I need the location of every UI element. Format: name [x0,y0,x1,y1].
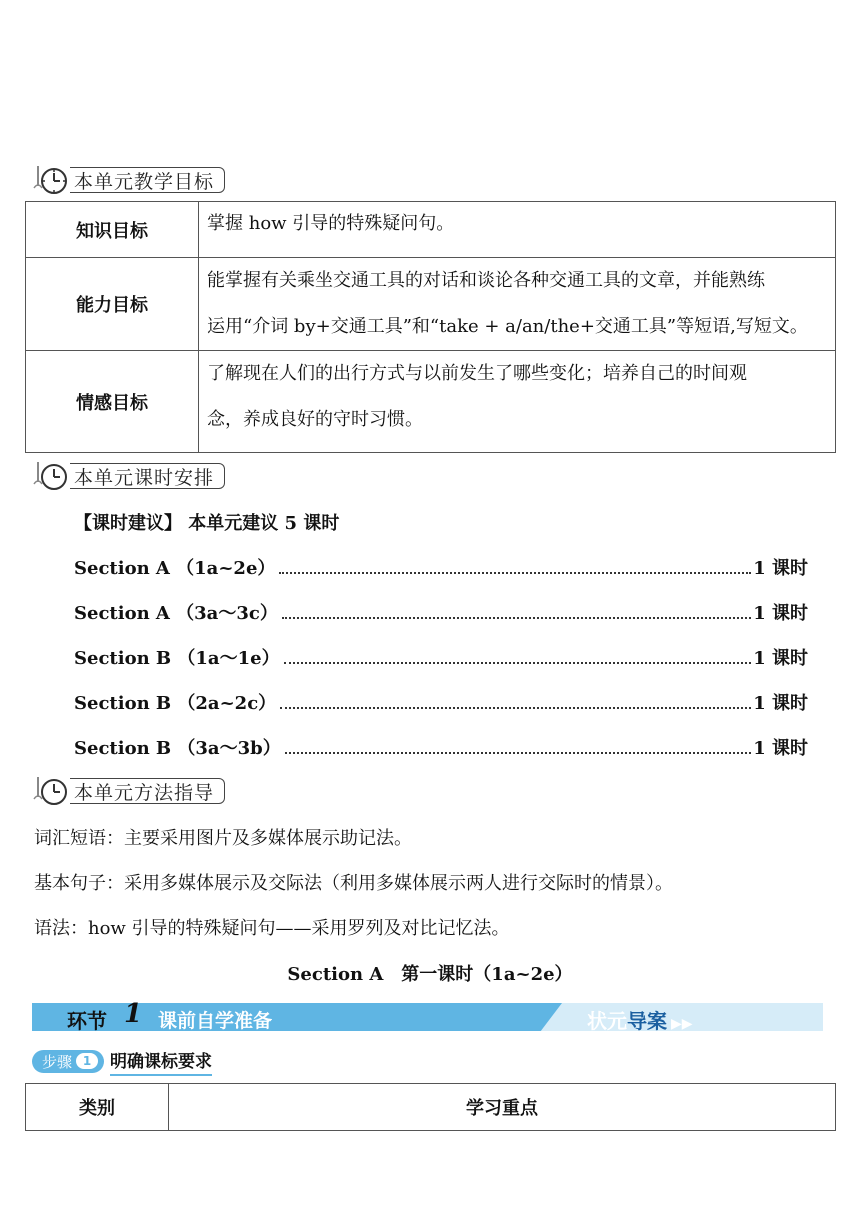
step-text: 明确课标要求 [110,1047,212,1076]
goal-line: 念，养成良好的守时习惯。 [207,409,423,430]
leader-dots [284,661,752,664]
schedule-row [74,599,808,625]
schedule-hours: 1 课时 [753,558,808,579]
schedule-section: Section A （3a～3c） [74,603,278,624]
goal-label: 知识目标 [26,202,199,258]
stage-banner [32,999,823,1033]
section-header-method [32,777,225,805]
brand-main: 导案 [627,1009,667,1033]
section-title: 本单元课时安排 [70,463,225,489]
table-row [26,202,836,258]
leader-dots [279,571,751,574]
table-header-category: 类别 [26,1084,169,1131]
schedule-hours: 1 课时 [753,648,808,669]
goal-line: 能掌握有关乘坐交通工具的对话和谈论各种交通工具的文章，并能熟练 [207,270,765,291]
banner-brand [587,1005,693,1034]
section-title: 本单元方法指导 [70,778,225,804]
schedule-section: Section A （1a~2e） [74,558,276,579]
method-line: 语法：how 引导的特殊疑问句——采用罗列及对比记忆法。 [34,918,510,939]
goal-text [199,258,836,351]
schedule-section: Section B （1a～1e） [74,648,280,669]
schedule-section: Section B （2a~2c） [74,693,277,714]
method-line: 词汇短语：主要采用图片及多媒体展示助记法。 [34,828,412,849]
step-pill [32,1050,104,1073]
section-header-schedule [32,462,225,490]
table-row [26,1084,836,1131]
goal-line: 运用“介词 by+交通工具”和“take + a/an/the+交通工具”等短语,写短文。 [207,316,808,337]
goal-text [199,351,836,453]
banner-bar [32,1003,562,1031]
banner-number: 1 [124,999,143,1029]
table-header-focus: 学习重点 [169,1084,836,1131]
schedule-row [74,734,808,760]
goal-label: 情感目标 [26,351,199,453]
banner-label: 环节 [67,1009,107,1033]
category-table [25,1083,836,1131]
method-line: 基本句子：采用多媒体展示及交际法（利用多媒体展示两人进行交际时的情景）。 [34,873,673,894]
step-number: 1 [76,1053,98,1069]
schedule-row [74,644,808,670]
leader-dots [282,616,751,619]
section-header-goals [32,166,225,194]
schedule-hours: 1 课时 [753,693,808,714]
step-heading [32,1049,212,1073]
clock-icon [32,775,72,807]
lesson-title: Section A 第一课时（1a~2e） [287,964,573,985]
clock-icon [32,164,72,196]
goal-line: 掌握 how 引导的特殊疑问句。 [207,213,455,234]
clock-icon [32,460,72,492]
goal-label: 能力目标 [26,258,199,351]
lesson-suggestion: 【课时建议】 本单元建议 5 课时 [74,513,340,534]
brand-prefix: 状元 [587,1009,627,1033]
section-title: 本单元教学目标 [70,167,225,193]
goal-line: 了解现在人们的出行方式与以前发生了哪些变化；培养自己的时间观 [207,363,747,384]
goals-table [25,201,836,453]
table-row [26,351,836,453]
banner-stage: 课前自学准备 [158,1010,273,1032]
table-row [26,258,836,351]
leader-dots [280,706,751,709]
step-label: 步骤 [42,1052,73,1071]
leader-dots [285,751,752,754]
schedule-hours: 1 课时 [753,738,808,759]
schedule-section: Section B （3a～3b） [74,738,281,759]
goal-text [199,202,836,258]
double-arrow-icon: ▶▶ [671,1016,693,1032]
schedule-row [74,554,808,580]
schedule-row [74,689,808,715]
schedule-hours: 1 课时 [753,603,808,624]
